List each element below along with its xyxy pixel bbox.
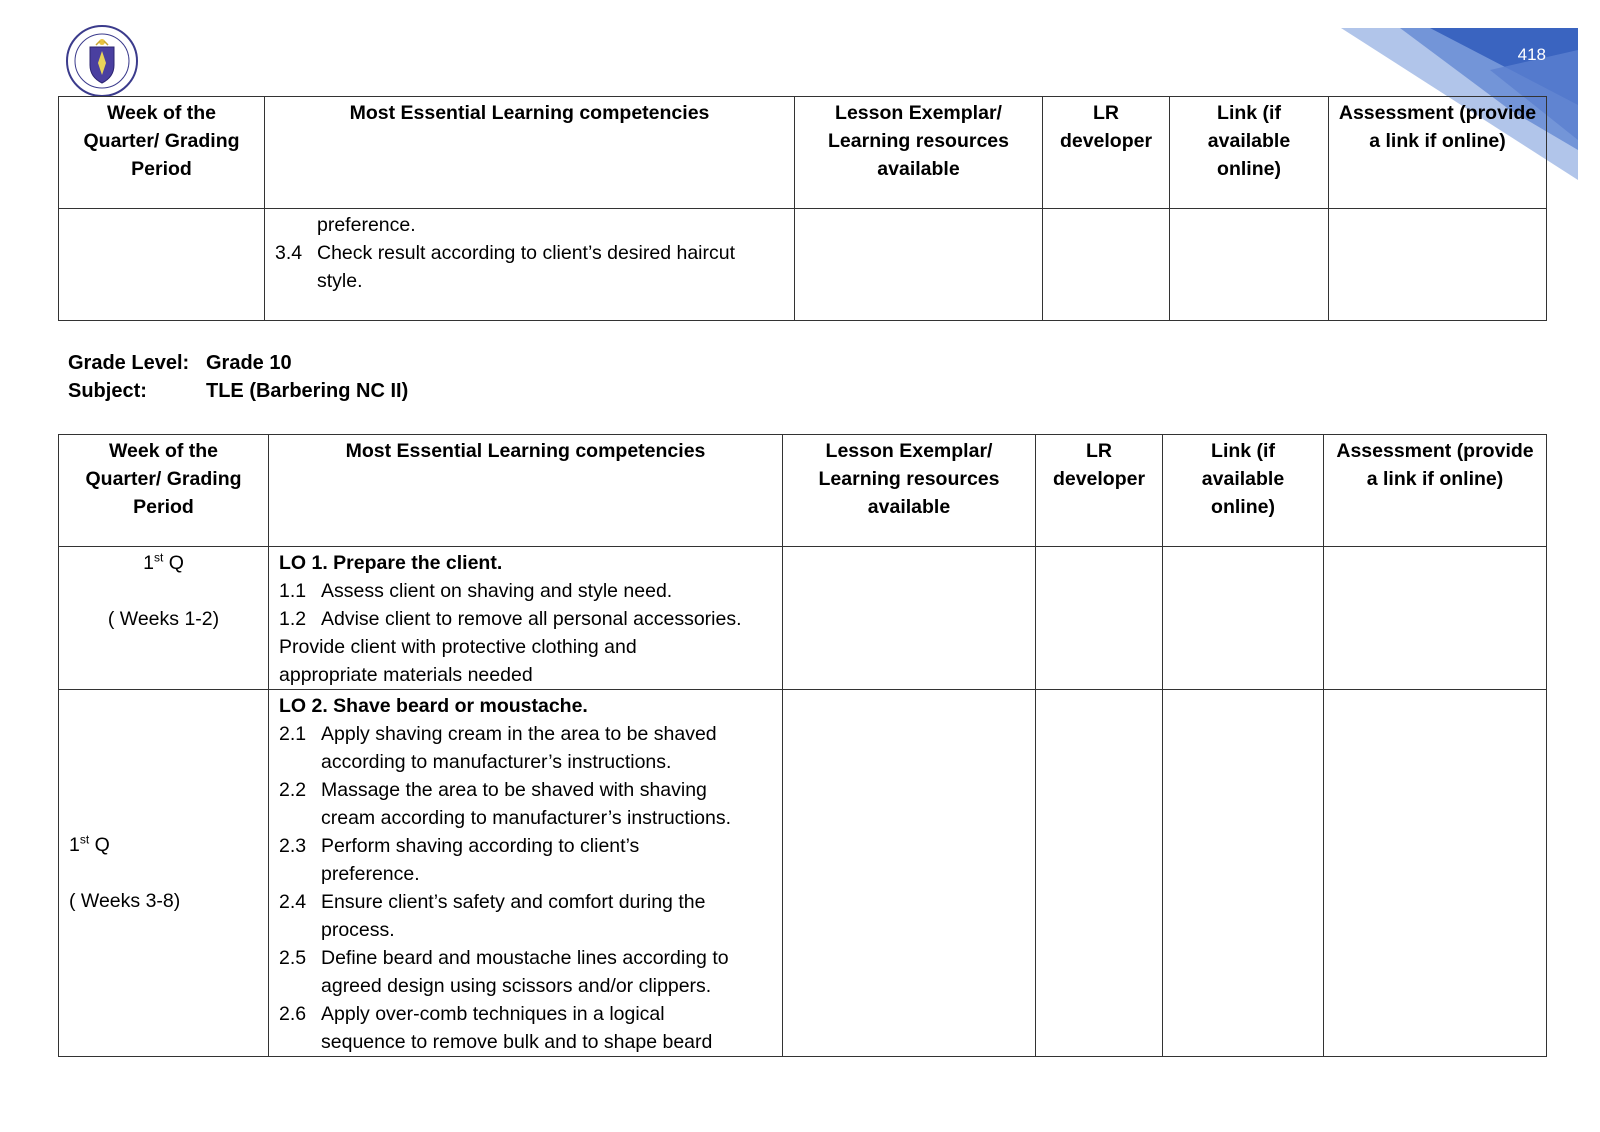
header-line: online) — [1211, 496, 1275, 518]
header-line: Lesson Exemplar/ — [835, 102, 1002, 124]
header-line: Most Essential Learning competencies — [349, 102, 710, 124]
header-assess — [1329, 97, 1547, 209]
deped-seal-logo — [66, 25, 138, 97]
learning-outcome-title: LO 1. Prepare the client. — [279, 552, 503, 574]
header-line: Period — [133, 496, 194, 518]
competency-item: 2.1 Apply shaving cream in the area to be shaved — [279, 723, 717, 745]
header-line: Quarter/ Grading — [83, 130, 240, 152]
table-row: 1st Q ( Weeks 3-8) LO 2. Shave beard or moustache. 2.1 Apply shaving cream in the area to be shaved according to manufacturer’s instructions. 2.2 Massage the area to be shaved with shaving cream according to manufacturer’s instructions. 2.3 Perform shaving according to client’s preference. 2.4 Ensure client’s safety and comfort during the process. 2.5 Define beard and moustache lines according to agreed design using scissors and/or clippers. 2.6 Apply over-comb techniques in a logical sequence to remove bulk and to shape beard — [59, 690, 1547, 1057]
quarter-label: 1st Q — [69, 832, 110, 856]
continuation-line: preference. — [317, 214, 416, 236]
header-line: developer — [1059, 130, 1153, 152]
header-line: Link (if — [1211, 440, 1275, 462]
header-lr — [1043, 97, 1170, 209]
table-row: preference. 3.4 Check result according to client’s desired haircut style. — [59, 209, 1547, 321]
header-lr — [1036, 435, 1163, 547]
table-header-row — [59, 435, 1547, 547]
header-line: a link if online) — [1366, 468, 1504, 490]
header-line: Learning resources — [828, 130, 1009, 152]
competency-item: 1.2 Advise client to remove all personal accessories. — [279, 608, 742, 630]
header-line: Quarter/ Grading — [85, 468, 242, 490]
competency-item: 2.6 Apply over-comb techniques in a logical — [279, 1003, 665, 1025]
quarter-label: 1st Q — [143, 550, 184, 574]
header-line: available — [1201, 468, 1285, 490]
header-line: Assessment (provide — [1336, 440, 1534, 462]
header-line: developer — [1052, 468, 1146, 490]
header-melc — [269, 435, 783, 547]
header-lesson — [783, 435, 1036, 547]
table-row: 1st Q ( Weeks 1-2) LO 1. Prepare the client. 1.1 Assess client on shaving and style need. 1.2 Advise client to remove all personal accessories. Provide client with protective clothing and appropriate materials needed — [59, 547, 1547, 690]
page-number: 418 — [1517, 45, 1546, 64]
header-line: LR — [1086, 440, 1112, 462]
subject-value: TLE (Barbering NC II) — [206, 380, 409, 402]
header-line: Lesson Exemplar/ — [825, 440, 993, 462]
grade-level-label: Grade Level: — [68, 352, 190, 374]
header-link — [1170, 97, 1329, 209]
header-line: Link (if — [1217, 102, 1281, 124]
header-line: available — [867, 496, 951, 518]
header-melc — [265, 97, 795, 209]
competency-item: 2.2 Massage the area to be shaved with shaving — [279, 779, 707, 801]
header-line: Assessment (provide — [1338, 102, 1537, 124]
competency-item: 2.5 Define beard and moustache lines according to — [279, 947, 729, 969]
header-line: online) — [1217, 158, 1281, 180]
grade-level-value: Grade 10 — [206, 352, 292, 374]
header-week — [59, 435, 269, 547]
header-line: Week of the — [106, 102, 217, 124]
header-line: available — [877, 158, 960, 180]
competency-item: 2.3 Perform shaving according to client’s — [279, 835, 640, 857]
header-lesson — [795, 97, 1043, 209]
header-line: LR — [1093, 102, 1119, 124]
header-line: a link if online) — [1369, 130, 1506, 152]
header-week — [59, 97, 265, 209]
header-line: Learning resources — [818, 468, 1000, 490]
header-line: Most Essential Learning competencies — [345, 440, 706, 462]
header-line: Period — [131, 158, 192, 180]
melc-table — [58, 434, 1547, 1057]
header-assess — [1324, 435, 1547, 547]
grade-subject-block — [68, 349, 408, 405]
learning-outcome-title: LO 2. Shave beard or moustache. — [279, 695, 588, 717]
weeks-label: ( Weeks 3-8) — [69, 890, 181, 912]
header-line: available — [1207, 130, 1291, 152]
header-line: Week of the — [108, 440, 219, 462]
weeks-label: ( Weeks 1-2) — [107, 608, 220, 630]
header-link — [1163, 435, 1324, 547]
competency-item: 1.1 Assess client on shaving and style need. — [279, 580, 673, 602]
subject-label: Subject: — [68, 380, 147, 402]
competency-item: 2.4 Ensure client’s safety and comfort during the — [279, 891, 706, 913]
table-header-row — [59, 97, 1547, 209]
continuation-table — [58, 96, 1547, 321]
competency-text: Check result according to client’s desired haircut — [317, 242, 736, 264]
